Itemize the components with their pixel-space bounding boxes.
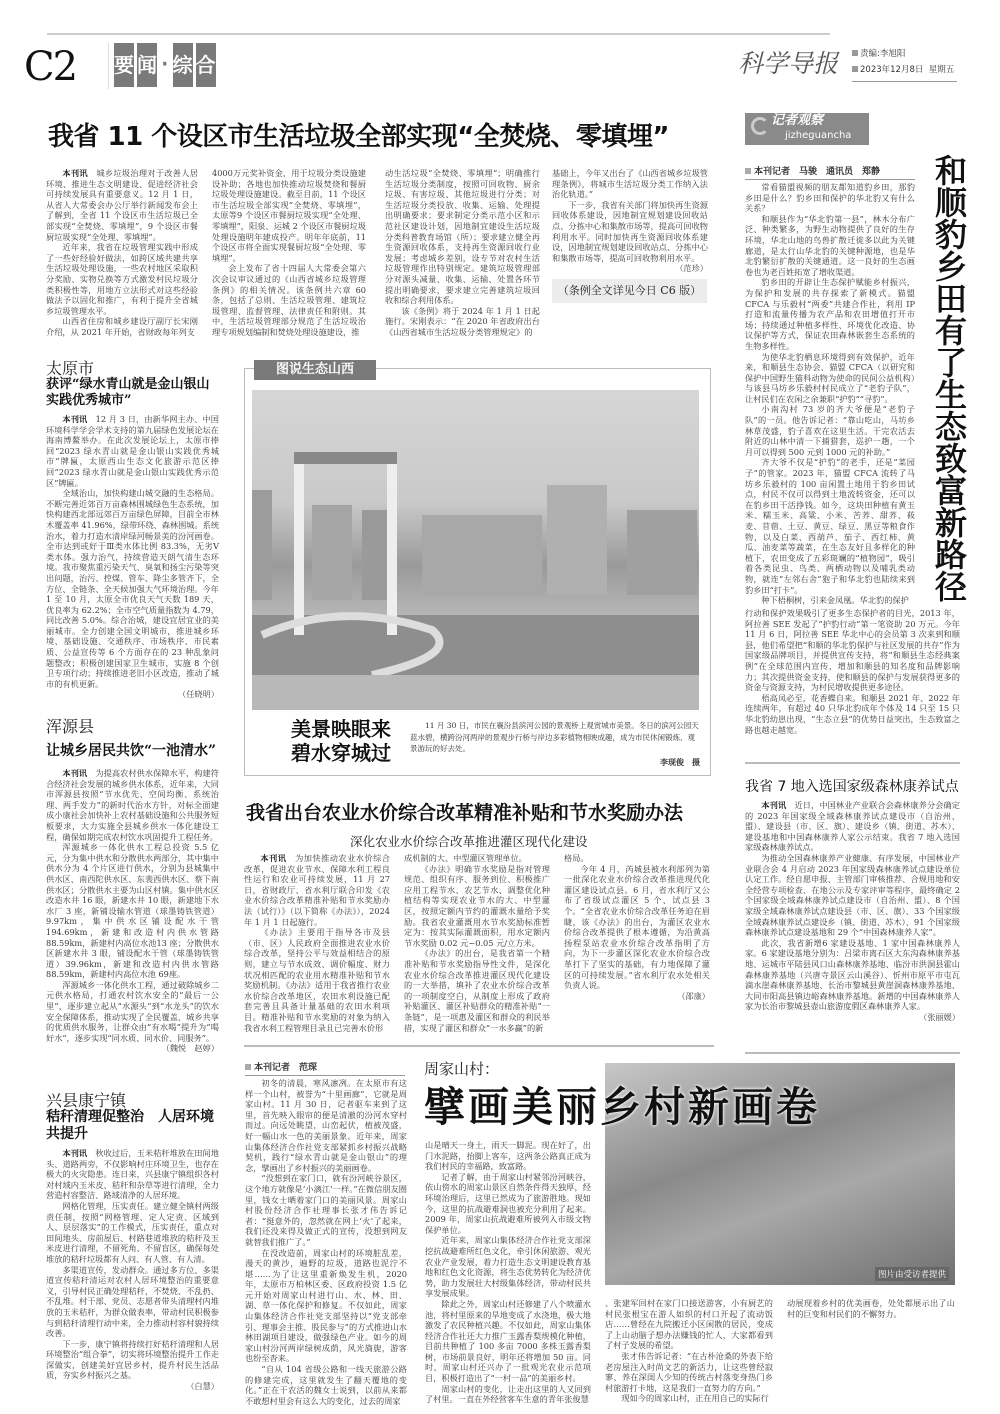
xingxian-body	[46, 1148, 219, 1392]
paragraph: 近年来，周家山集体经济合作社党支部深挖抗战避难所红色文化，牵引休闲旅游、观光农业产业发展，着力打造生态文明建设教育基地和红色文化资源，将生态优势转化为经济优势，助力发展壮大村级集体经济，带动村民共享发展成果。	[425, 1235, 591, 1299]
photo-credit: 图片由受访者提供	[875, 1267, 949, 1281]
divider	[745, 1052, 960, 1054]
observation-headline: 和顺豹乡田有了生态致富新路径	[934, 152, 967, 606]
photo-feature-label: 图说生态山西	[254, 360, 376, 380]
section-char: 合	[196, 43, 216, 87]
paragraph: 此次，我省新增6 家建设基地、1 家中国森林康养人家。6 家建设基地分别为：吕梁市离石区大东沟森林康养基地、运城市平陆县风口山森林康养基地、临汾市洪洞县霍山森林康养基地（兴唐寺景区云山溪谷）、忻州市原平市屯瓦滴水崖森林康养基地、长治市黎城县黄崖洞森林康养基地、大同市阳高县镇边峪森林康养基地。新增的中国森林康养人家为长治市黎城县壶山旅游度假区森林康养人家。	[745, 937, 960, 1012]
paragraph: 现如今的周家山村，正在用自己的实际行	[621, 1393, 769, 1404]
paragraph: “自从 104 省级公路和一线天旅游公路的修建完成，这里就发生了翻天覆地的变化。”正在干农活的魏女士说到，以前从来都不敢想村里会有这么大的变化，过去的周家	[245, 1364, 407, 1406]
hunyuan-headline: 让城乡居民共饮“一池清水”	[46, 743, 217, 759]
divider	[745, 762, 960, 764]
reporters-text: 本刊记者 马骏 通讯员 郑静	[754, 167, 881, 177]
paragraph: 基础上，今年又出台了《山西省城乡垃圾管理条例》，将城市生活垃圾分类工作纳入法治化轨道。”	[552, 168, 708, 200]
paragraph: “没想到在家门口，就有汾河峡谷景区，这个地方就像是‘小漓江’一样。”在微信朋友圈里，钱女士晒着家门口的美丽风景。周家山村股份经济合作社理事长张才伟告诉记者：“挺意外的，忽然就在网上‘火’了起来，我们还没来得及做正式的宣传，没想到网友就替我们推广了。”	[245, 1173, 407, 1247]
paragraph: 下一步，康宁镇将持续打好秸秆清理和人居环境整治“组合拳”，切实将环境整治提升工作走深做实，创建美好宜居乡村，提升村民生活品质，夯实乡村振兴之基。	[46, 1338, 219, 1381]
lead-article-col-3	[385, 168, 540, 338]
paragraph: 张才伟告诉记者：“在古朴沧桑的外表下给老房屋注入时尚文艺的新活力，让这些曾经寂寥、养在深闺人少知的传统古村落变身热门乡村旅游打卡地，这是我们一直努力的方向。”	[605, 1350, 773, 1393]
paragraph: 为推动全国森林康养产业健康、有序发展，中国林业产业联合会 4 月启动 2023 年国家级森林康养试点建设单位认定工作。经自愿申报、主管部门审核推荐、合规用地和安全经营专项检查、在地公示及专家评审等程序，最终确定 2 个国家级全域森林康养试点建设市（自治州、盟）、8 个国家级全域森林康养试点建设县（市、区、旗）、33 个国家级全域森林康养试点建设乡（镇、街道、苏木）、91 个国家级森林康养试点建设基地和 29 个“中国森林康养人家”。	[745, 852, 960, 938]
paragraph: 记者了解，由于周家山村紧邻汾河峡谷，依山傍水的周家山景区自然条件得天独厚，经环境治理后，这里已然成为了旅游胜地。现如今，这里的抗战避难洞也被充分利用了起来。2009 年，周家山抗战避难所被列入市级文物保护单位。	[425, 1171, 591, 1235]
divider	[244, 1045, 714, 1047]
paragraph: 本刊讯 城乡垃圾治理对于改善人居环境、推进生态文明建设、促进经济社会可持续发展具有重要意义。12 月 1 日，从省人大常委会办公厅举行新闻发布会上了解到，全省 11 个设区市生活垃圾已全部实现“全焚烧、零填埋”，9 个设区市餐厨垃圾实现“全处理、零填埋”。	[46, 168, 198, 242]
zhoujiashan-headline: 擘画美丽乡村新画卷	[424, 1083, 820, 1131]
xingxian-headline: 秸秆清理促整治 人居环境共提升	[46, 1109, 214, 1142]
paragraph: 种下梧桐树，引来金凤凰。华北豹的保护	[761, 595, 909, 606]
paragraph: 豹乡田的开辟让生态保护赋能乡村振兴，为保护和发展的共存探索了新模式。猫盟CFCA 与乐毅村“两委”共建合作社，利用 IP 打造和流量传播为农产品和农田增值打开市场；持续通过种植多样性、环境优化改造、协议保护等方式，保证农田森林嵌套生态系统的生物多样性。	[745, 277, 915, 351]
divider	[852, 81, 957, 82]
photo-credit: 李现俊 摄	[660, 758, 700, 767]
note-box: （条例全文详见今日 C6 版）	[552, 279, 707, 303]
lead-headline: 我省 11 个设区市生活垃圾全部实现“全焚烧、零填埋”	[48, 122, 669, 152]
hunyuan-kicker: 浑源县	[46, 717, 95, 736]
reporter-text: 本刊记者 范琛	[254, 1063, 318, 1073]
paragraph: 多渠道宣传，发动群众。通过多方位、多渠道宣传秸秆清运对农村人居环境整治的重要意义，引导村民正确处理秸秆，不焚烧、不乱扔、不乱堆。村干部、党员、志愿者带头清理村内堆放的玉米秸秆，为群众做表率，带动村民积极参与到秸秆清理行动中来，全力推动村容村貌持续改善。	[46, 1264, 219, 1339]
paragraph: 格局。	[564, 853, 589, 863]
paragraph: 、张建军回村在家门口接送游客，小有厨艺的村民张根宝在游人如织的村口开起了流动饭店……曾经在九院搬迁小区闲散的居民，变成了上山动脑子想办法赚钱的忙人，大家都看到了村子发展的希望。	[605, 1298, 773, 1351]
paragraph: 本刊讯 秋收过后，玉米秸秆堆放在田间地头、道路两旁，不仅影响村庄环境卫生，也存在极大的火灾隐患。连日来，兴县康宁镇组织各村对村域内玉米皮、秸秆和杂草等进行清理，全力营造村容整洁、路域清净的人居环境。	[46, 1148, 219, 1201]
taiyuan-headline: 获评“绿水青山就是金山银山实践优秀城市”	[46, 377, 210, 408]
title-line-1: 美景映眼来	[291, 717, 391, 741]
photo-caption: 11 月 30 日，市民在襄汾县滨河公园的景观桥上观赏城市美景。冬日的滨河公园天蓝水碧，横跨汾河两岸的景观步行桥与岸边多彩植物相映成趣，成为市民休闲锻炼、观景游玩的好去处。	[410, 721, 699, 753]
zhoujiashan-reporter	[245, 1060, 405, 1076]
paragraph: 齐大爷不仅是“护豹”的老手，还是“菜园子”的管家。2023 年，猫盟 CFCA 流转了马坊乡乐毅村的 100 亩闲置土地用于豹乡田试点，村民不仅可以得到土地流转资金，还可以在豹乡田干活挣钱。如今，这块田种植有黄玉米、糯玉米、高粱、小米、苦荞、甜荞、莜麦、苜蓿、土豆、黄豆、绿豆、黑豆等粮食作物，以及白菜、西葫芦、茄子、西红柿、黄瓜、油麦菜等蔬菜，在生态友好且多样化的种植下，农田变成了五彩斑斓的“植物园”，吸引着各类昆虫、鸟类、两栖动物以及哺乳类动物，就连“左邻右舍”狍子和华北豹也陆续来到豹乡田“打卡”。	[745, 457, 915, 595]
paragraph: 山是晴天一身土，雨天一脚泥。现在好了，出门水泥路，抬脚上客车，这两条公路真正成为我们村民的幸福路，致富路。	[425, 1140, 591, 1172]
forest-headline: 我省 7 地入选国家级森林康养试点	[745, 779, 959, 795]
zhoujiashan-body-col1	[245, 1078, 407, 1410]
paragraph: 《办法》明确节水奖励是指对管理规范、组织有序、服务到位、积极推广应用工程节水、农艺节水、调整优化种植结构等实现农业节水的大、中型灌区，按照定额内节约的灌溉水量给予奖励。我省农业灌溉用水节水奖励标准暂定为：按其实际灌溉面积，用水定额内节水奖励 0.02 元~0.05 元/立方米。	[404, 863, 550, 948]
zhoujiashan-body-col4	[787, 1298, 955, 1319]
paragraph: 本刊讯 为提高农村供水保障水平，构建符合经济社会发展的城乡供水体系，近年来，大同市浑源县按照“节水优先、空间均衡、系统治理、两手发力”的新时代治水方针，对标全面建成小康社会加快补上农村基础设施和公共服务短板要求，大力实施全县城乡供水一体化建设工程，确保如期完成农村饮水巩固提升工程任务。	[46, 768, 219, 842]
hunyuan-body	[46, 768, 219, 1054]
lead-article-col-4	[552, 168, 708, 303]
byline: （魏悦 赵婷）	[161, 1043, 219, 1054]
page-number: C2	[24, 44, 77, 90]
lead-article-col-2	[212, 168, 366, 338]
bridge-illustration	[252, 390, 699, 710]
paragraph: 动生活垃圾“全焚烧、零填埋”；明确推行生活垃圾分类制度，按照可回收物、厨余垃圾、有害垃圾、其他垃圾进行分类；对生活垃圾分类投放、收集、运输、处理提出明确要求；要求制定分类示范小区和示范社区建设计划，因地制宜建设生活垃圾分类科普教育场馆（所）；要求建立健全再生资源回收体系，支持再生资源回收行业发展；考虑城乡差别，设专节对农村生活垃圾管理作出特别规定。建筑垃圾管理部分对源头减量、收集、运输、处置各环节提出明确要求，要求建立完善建筑垃圾回收和综合利用体系。	[385, 168, 540, 306]
paragraph: 梧高凤必至，花香蝶自来。和顺县 2021 年、2022 年连续两年，有超过 40 只华北豹成年个体及 14 只至 15 只华北豹幼崽出现，“生态立县”的优势日益突出，生态致富之路也越走越宽。	[745, 692, 960, 735]
paragraph: 成机制的大、中型灌区管理单位。	[404, 853, 527, 863]
paragraph: 该《条例》将于 2024 年 1 月 1 日起施行。宋刚表示：“在 2020 年省政府出台《山西省城市生活垃圾分类管理规定》的	[385, 305, 540, 337]
paragraph: 本刊讯 近日，中国林业产业联合会森林康养分会确定的 2023 年国家级全域森林康养试点建设市（自治州、盟）、建设县（市、区、旗）、建设乡（镇、街道、苏木）、建设基地和中国森林康养人家公示结束。我省 7 地入选国家级森林康养试点。	[745, 800, 960, 853]
water-price-subheadline: 深化农业水价综合改革推进灌区现代化建设	[350, 834, 588, 849]
paragraph: 浑源城乡一体化供水工程，通过破除城乡二元供水格局，打通农村饮水安全的“最后一公里”，逐步建立起从“水源头”到“水龙头”的饮水安全保障体系，推动实现了全民覆盖、城乡共享的优质供水服务，让群众由“有水喝”提升为“喝好水”，逐步实现“同水质、同水价、同服务”。	[46, 979, 219, 1043]
badge-title: 记者观察	[771, 113, 824, 128]
forest-body	[745, 800, 960, 1022]
paragraph: 《办法》主要用于指导各市及县（市、区）人民政府全面推进农业水价综合改革，坚持公平与效益相结合的原则，建立与节水成效、调价幅度、财力状况相匹配的农业用水精准补贴和节水奖励机制。《办法》适用于我省推行农业水价综合改革地区，农田水利设施已配套完善且具备计量基础的农田水利项目。精准补贴和节水奖励的对象为纳入我省水利工程管理目录且已完善水价形	[244, 927, 390, 1033]
paragraph: 本刊讯 为加快推动农业水价综合改革，促进农业节水、保障水利工程良性运行和农业可持续发展，11 月 27 日，省财政厅、省水利厅联合印发《农业水价综合改革精准补贴和节水奖励办法（试行）》（以下简称《办法》），2024 年 1 月 1 日起施行。	[244, 853, 390, 927]
water-price-headline: 我省出台农业水价综合改革精准补贴和节水奖励办法	[246, 802, 684, 824]
byline: （白慧）	[186, 1381, 219, 1392]
paragraph: 动展现着乡村的优美画卷，处处都展示出了山村的巨变和村民们的不懈努力。	[787, 1298, 955, 1319]
taiyuan-body	[46, 414, 219, 700]
zhoujiashan-body-col2	[425, 1140, 591, 1410]
water-price-col-3	[564, 853, 710, 1001]
byline: （邵康）	[677, 990, 710, 1001]
xingxian-kicker: 兴县康宁镇	[46, 1091, 127, 1110]
paragraph: 除此之外，周家山村还修建了八个喷灌水池，将村里原来的旱地变成了水浇地，极大地激发了农民种植兴趣。不仅如此，周家山集体经济合作社还大力推广玉露香梨规模化种植，目前共种植了 100 多亩 7000 多株玉露香梨树，市场前景良好，明年还将增加 50 亩。同时，周家山村还兴办了一批观光农业示范项目，积极打造出了“一村一品”的美丽乡村。	[425, 1298, 591, 1384]
paragraph: 小南沟村 73 岁的齐大爷便是“老豹子队”的一员。他告诉记者：“靠山吃山，马坊乡林草茂盛，豹子喜欢在这里生活。干完农活去附近的山林中清一下捕猎套，巡护一趟，一个月可以得到 500 元到 1000 元的补助。”	[745, 404, 915, 457]
e-logo-icon	[751, 117, 769, 135]
paragraph: 网格化管理，压实责任。建立健全镇村两级责任制，按照“网格管理、定人定责、区域到人、层层落实”的工作模式，压实责任，重点对田间地头、房前屋后、村路巷道堆放的秸秆及玉米皮进行清理，不留死角、不留盲区，确保每处堆放的秸秆垃圾都有人问、有人管、有人清。	[46, 1200, 219, 1264]
issue-date: 2023年12月8日	[860, 65, 924, 75]
photo-feature-title	[291, 717, 391, 765]
observation-badge	[745, 113, 869, 145]
masthead-meta	[852, 46, 954, 78]
paragraph: 下一步，我省有关部门将加快再生资源回收体系建设，因地制宜规划建设回收站点、分拣中心和集散市场等，提高可回收物利用水平。同时加快再生资源回收体系建设，因地制宜规划建设回收站点、分拣中心和集散市场等，提高可回收物利用水平。	[552, 199, 708, 263]
paper-logo: 科学导报	[738, 49, 839, 78]
taiyuan-kicker: 太原市	[46, 359, 95, 378]
observation-reporters	[745, 164, 915, 180]
title-line-2: 碧水穿城过	[291, 741, 391, 765]
water-price-col-2	[404, 853, 550, 1041]
paragraph: 在没改造前，周家山村的环境脏乱差，漫天的黄沙，遍野的垃圾，道路也泥泞不堪……为了让这里重新焕发生机，2020 年，太原市万柏林区委、区政府投资 1.5 亿元开始对周家山村进行山、水、林、田、湖、草一体化保护和修复。不仅如此，周家山集体经济合作社党支部坚持以“党支部牵引、理事会主推、股民参与”的方式推进山水林田湖项目建设，做强绿色产业。如今的周家山村汾河两岸绿树成荫，风光旖旎，游客也纷至沓来。	[245, 1247, 407, 1364]
byline: （张丽媛）	[919, 1011, 960, 1022]
lead-article-col-1	[46, 168, 198, 338]
zhoujiashan-kicker: 周家山村：	[424, 1060, 500, 1078]
zhoujiashan-body-col3	[605, 1298, 773, 1410]
paragraph: 和顺县作为“华北豹第一县”，林木分布广泛、种类繁多，为野生动物提供了良好的生存环境，华北山地的鸟兽扩散迁徙多以此为关键廊道，是太行山华北豹的关键种源地，也是华北豹繁衍扩散的关键通道。这一良好的生态画卷也为老百姓拓宽了增收渠道。	[745, 213, 915, 277]
river-bridge-photo	[252, 390, 699, 710]
paragraph: 《办法》的出台，是我省第一个精准补贴和节水奖励指导性文件，是深化农业水价综合改革推进灌区现代化建设的一大举措，填补了农业水价综合改革的一项制度空白，从制度上形成了政府补贴灌区、灌区补贴群众的精准补贴“一条链”，是一项惠及灌区和群众的利民举措，实现了灌区和群众“一水多赢”的新	[404, 948, 550, 1033]
paragraph: 行动和保护效果吸引了更多生态保护者的目光，2013 年，阿拉善 SEE 发起了“护豹行动”第一笔资助 20 万元。今年 11 月 6 日，阿拉善 SEE 华北中心的会员第 3 次来到和顺县，他们希望把“和顺的华北豹保护与社区发展的共存”作为国家级品牌项目，并提供宣传支持，将“和顺县生态经典案例”在全球范围内宣传，增加和顺县的知名度和品牌影响力；其次提供资金支持，使和顺县的保护与发展获得更多的资金与资源支持，为村民增收提供更多途径。	[745, 608, 960, 693]
paragraph: 今年 4 月，芮城县被水利部列为第一批深化农业水价综合改革推进现代化灌区建设试点县。6 月，省水利厅又公布了省级试点灌区 5 个、试点县 3 个。“全省农业水价综合改革任务迫在眉睫，该《办法》的出台，为灌区农业水价综合改革提供了根本遵循，为沿黄高扬程泵站农业水价综合改革指明了方向，为下一步灌区深化农业水价综合改革打下了坚实的基础，有力地保障了灌区的可持续发展。”省水利厅农水处相关负责人说。	[564, 863, 710, 991]
top-rule	[47, 33, 830, 35]
section-char: 闻	[137, 43, 157, 87]
section-char: ·	[160, 47, 170, 82]
paragraph: 会上发布了省十四届人大常委会第六次会议审议通过的《山西省城乡垃圾管理条例》的相关情况。该条例共六章 60 条，包括了总则、生活垃圾管理、建筑垃圾管理、监督管理、法律责任和附则。其中，生活垃圾管理部分规范了生活垃圾治理专项规划编制和焚烧处理设施建设，推	[212, 263, 366, 337]
section-title	[114, 43, 216, 87]
paragraph: 常看猫盟视频的朋友都知道豹乡田，那豹乡田是什么？豹乡田和保护的华北豹又有什么关系？	[745, 182, 915, 214]
weekday: 星期五	[928, 65, 955, 75]
paragraph: 周家山村的变化，让走出这里的人又回到了村里。一直在外经营客车生意的青年张俊慧	[425, 1383, 591, 1405]
observation-body-wide	[745, 608, 960, 735]
water-price-col-1	[244, 853, 390, 1041]
paragraph: 近年来，我省在垃圾管理实践中形成了一些好经验好做法，如跨区域共建共享生活垃圾处理设施，一些农村地区采取积分奖励、实物兑换等方式激发村民垃圾分类积极性等，用地方立法形式对这些经验做法予以固化和推广，有利于提升全省城乡垃圾管理水平。	[46, 242, 198, 316]
byline: （范珍）	[675, 263, 708, 274]
paragraph: 初冬的清晨，寒风凛冽。在太原市有这样一个山村，被誉为“十里画廊”，它就是周家山村。11 月 30 日，记者驱车来到了这里，首先映入眼帘的便是清澈的汾河水穿村而过。向远处眺望，山峦起伏，植被茂盛，好一幅山水一色的美丽景象。近年来，周家山集体经济合作社党支部紧抓乡村振兴战略契机，践行“绿水青山就是金山银山”的理念，擘画出了乡村振兴的美丽画卷。	[245, 1078, 407, 1173]
divider	[108, 43, 109, 89]
paragraph: 浑源城乡一体化供水工程总投资 5.5 亿元，分为集中供水和分散供水两部分，其中集中供水分为 4 个片区进行供水，分别为县城集中供水区、南西陀供水区、东裴西供水区、蔡下南供水区；分散供水主要为山区村镇。集中供水区改造水井 16 眼，新建水井 10 眼，新建地下水水厂 3 座，新铺设输水管道（球墨铸铁管道）9.97km，集中供水区铺设配水干管 194.69km，新建和改造村内供水管路 88.59km，新建村内高位水池13 座；分散供水区新建水井 3 眼，铺设配水干管（球墨铸铁管道）39.96km，新建和改造村内供水管路 88.59km，新建村内高位水池 69座。	[46, 842, 219, 980]
section-char: 要	[114, 43, 134, 87]
observation-body-narrow	[745, 182, 915, 606]
paragraph: 全域治山，加快构建山城交融的生态格局。不断完善近郊百万亩森林围城绿色生态系统，加快构建西北部远郊百万亩绿色屏障，目前全市林木覆盖率 41.96%，绿带环绕、森林围城。系统治水，着力打造水清岸绿河畅景美的汾河画卷。全市达到或好于Ⅲ类水体比例 83.3%，无劣Ⅴ类水体。强力治气，持续营造天朗气清生态环境。我市聚焦重污染天气、臭氧和扬尘污染等突出问题，治污、控煤、管车、降尘多管齐下，全方位、全链条、全天候加强大气环境治理。今年 1 至 10 月，太原全市优良天气天数 189 天，优良率为 62.2%；全市空气质量指数为 4.79，同比改善 5.0%。综合治城，建设宜居宜业的美丽城市。全力创建全国文明城市，推进城乡环境、基础设施、交通秩序、市场秩序、市民素质、公益宣传等 6 个方面存在的 23 种乱象问题整改；积极创建国家卫生城市，实施 8 个创卫专项行动；持续推进老旧小区改造，推动了城市的有机更新。	[46, 488, 220, 689]
paragraph: 4000万元奖补资金，用于垃圾分类设施建设补助；各地也加快推动垃圾焚烧和餐厨垃圾处理设施建设。截至目前，11 个设区市生活垃圾全部实现“全焚烧、零填埋”，太原等9 个设区市餐厨垃圾实现“全处理、零填埋”，阳泉、运城 2 个设区市餐厨垃圾处理设施明年建成投产。明年年底前，11 个设区市将全面实现餐厨垃圾“全处理、零填埋”。	[212, 168, 366, 263]
badge-pinyin: jizheguancha	[785, 130, 852, 141]
editor: 责编:李旭阳	[860, 49, 906, 59]
byline: （任晓明）	[178, 689, 219, 700]
paragraph: 山西省住房和城乡建设厅副厅长宋刚介绍，从 2021 年开始，省财政每年列支	[46, 316, 198, 337]
paragraph: 为使华北豹栖息环境得到有效保护，近年来，和顺县生态协会、猫盟 CFCA（以研究和保护中国野生猫科动物为使命的民间公益机构）与该县马坊乡乐毅村村民成立了“老豹子队”，让村民们在农闲之余兼职“护豹”“寻豹”。	[745, 351, 915, 404]
paragraph: 本刊讯 12 月 3 日，由新华网主办、中国环境科学学会学术支持的第九届绿色发展论坛在海南博鳌举办。在此次发展论坛上，太原市捧回“2023 绿水青山就是金山银山实践优秀城市”牌匾，太原西山生态文化旅游示范区捧回“2023 绿水青山就是金山银山实践优秀示范区”牌匾。	[46, 414, 219, 488]
section-char: 综	[173, 43, 193, 87]
